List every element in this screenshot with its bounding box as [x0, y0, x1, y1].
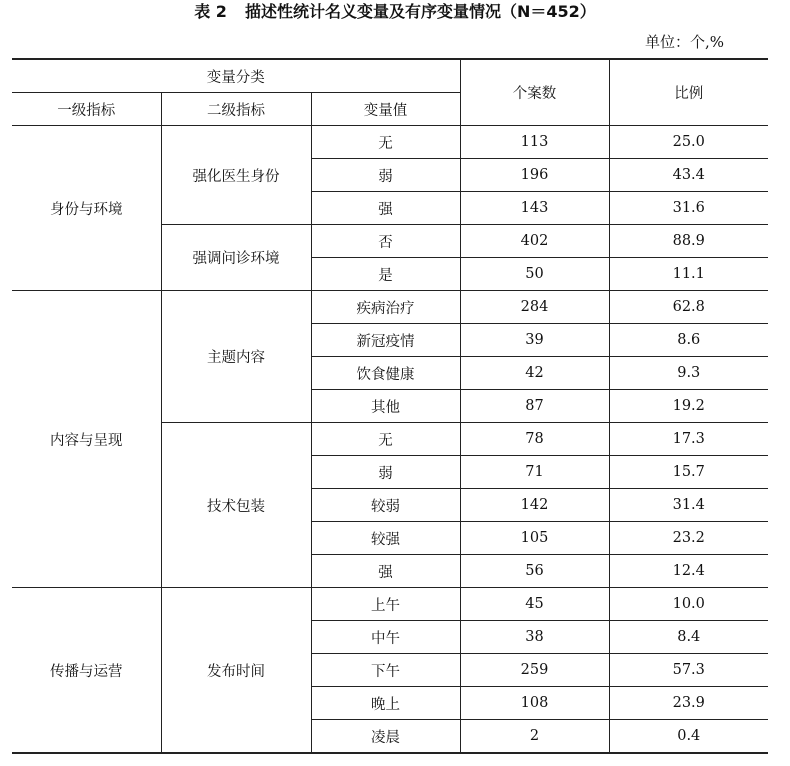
value-cell: 弱 [311, 456, 460, 489]
ratio-cell: 23.2 [609, 522, 768, 555]
ratio-cell: 23.9 [609, 687, 768, 720]
value-cell: 否 [311, 225, 460, 258]
level2-cell: 技术包装 [161, 423, 311, 588]
value-cell: 饮食健康 [311, 357, 460, 390]
value-cell: 上午 [311, 588, 460, 621]
ratio-cell: 17.3 [609, 423, 768, 456]
level2-cell: 主题内容 [161, 291, 311, 423]
count-cell: 259 [460, 654, 609, 687]
level2-cell: 强化医生身份 [161, 126, 311, 225]
header-ratio: 比例 [609, 59, 768, 126]
count-cell: 284 [460, 291, 609, 324]
ratio-cell: 88.9 [609, 225, 768, 258]
table-row [12, 291, 768, 324]
count-cell: 87 [460, 390, 609, 423]
value-cell: 下午 [311, 654, 460, 687]
level1-cell: 身份与环境 [12, 126, 161, 291]
ratio-cell: 15.7 [609, 456, 768, 489]
unit-note: 单位：个,% [644, 33, 724, 51]
ratio-cell: 57.3 [609, 654, 768, 687]
table-title [0, 2, 790, 22]
header-level1: 一级指标 [12, 93, 161, 126]
table-number: 表 2 [194, 2, 227, 21]
value-cell: 较弱 [311, 489, 460, 522]
ratio-cell: 11.1 [609, 258, 768, 291]
table-row [12, 126, 768, 159]
value-cell: 弱 [311, 159, 460, 192]
value-cell: 强 [311, 555, 460, 588]
count-cell: 402 [460, 225, 609, 258]
value-cell: 无 [311, 423, 460, 456]
ratio-cell: 12.4 [609, 555, 768, 588]
ratio-cell: 19.2 [609, 390, 768, 423]
ratio-cell: 10.0 [609, 588, 768, 621]
count-cell: 56 [460, 555, 609, 588]
header-row [12, 59, 768, 93]
level1-cell: 内容与呈现 [12, 291, 161, 588]
ratio-cell: 9.3 [609, 357, 768, 390]
count-cell: 71 [460, 456, 609, 489]
value-cell: 晚上 [311, 687, 460, 720]
count-cell: 113 [460, 126, 609, 159]
count-cell: 2 [460, 720, 609, 754]
value-cell: 凌晨 [311, 720, 460, 754]
table-row [12, 588, 768, 621]
value-cell: 中午 [311, 621, 460, 654]
count-cell: 108 [460, 687, 609, 720]
table-caption: 描述性统计名义变量及有序变量情况（N＝452） [244, 2, 596, 21]
value-cell: 疾病治疗 [311, 291, 460, 324]
ratio-cell: 31.4 [609, 489, 768, 522]
header-variable-group: 变量分类 [12, 59, 460, 93]
value-cell: 新冠疫情 [311, 324, 460, 357]
count-cell: 45 [460, 588, 609, 621]
ratio-cell: 8.4 [609, 621, 768, 654]
count-cell: 196 [460, 159, 609, 192]
count-cell: 143 [460, 192, 609, 225]
header-count: 个案数 [460, 59, 609, 126]
ratio-cell: 31.6 [609, 192, 768, 225]
value-cell: 是 [311, 258, 460, 291]
level2-cell: 强调问诊环境 [161, 225, 311, 291]
value-cell: 较强 [311, 522, 460, 555]
header-level2: 二级指标 [161, 93, 311, 126]
level1-cell: 传播与运营 [12, 588, 161, 754]
count-cell: 39 [460, 324, 609, 357]
ratio-cell: 8.6 [609, 324, 768, 357]
ratio-cell: 25.0 [609, 126, 768, 159]
count-cell: 78 [460, 423, 609, 456]
value-cell: 强 [311, 192, 460, 225]
value-cell: 无 [311, 126, 460, 159]
value-cell: 其他 [311, 390, 460, 423]
count-cell: 50 [460, 258, 609, 291]
ratio-cell: 62.8 [609, 291, 768, 324]
statistics-table [12, 58, 768, 754]
header-value: 变量值 [311, 93, 460, 126]
count-cell: 105 [460, 522, 609, 555]
count-cell: 142 [460, 489, 609, 522]
ratio-cell: 43.4 [609, 159, 768, 192]
count-cell: 38 [460, 621, 609, 654]
count-cell: 42 [460, 357, 609, 390]
level2-cell: 发布时间 [161, 588, 311, 754]
ratio-cell: 0.4 [609, 720, 768, 754]
